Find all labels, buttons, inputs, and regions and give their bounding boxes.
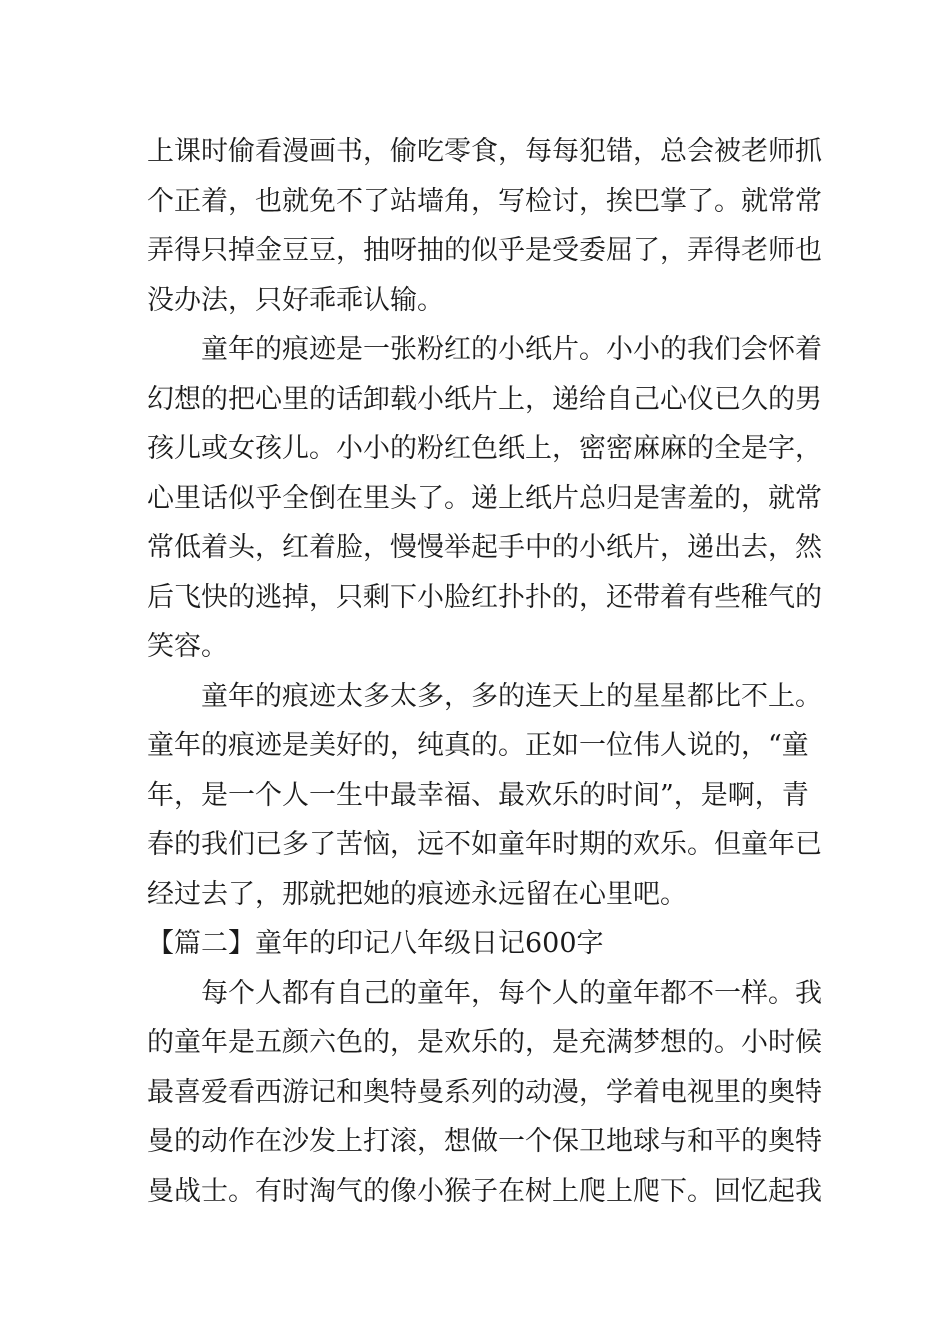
text-line: 春的我们已多了苦恼，远不如童年时期的欢乐。但童年已	[147, 829, 822, 860]
text-line: 童年的痕迹太多太多，多的连天上的星星都比不上。	[201, 680, 822, 712]
text-line: 幻想的把心里的话卸载小纸片上，递给自己心仪已久的男	[147, 383, 822, 415]
document-body	[147, 127, 822, 1216]
text-line: 每个人都有自己的童年，每个人的童年都不一样。我	[201, 977, 822, 1009]
section-heading	[147, 919, 807, 969]
text-line: 经过去了，那就把她的痕迹永远留在心里吧。	[147, 878, 687, 910]
text-line: 个正着，也就免不了站墙角，写检讨，挨巴掌了。就常常	[147, 185, 822, 217]
text-line: 上课时偷看漫画书，偷吃零食，每每犯错，总会被老师抓	[147, 136, 822, 167]
text-line: 孩儿或女孩儿。小小的粉红色纸上，密密麻麻的全是字，	[147, 433, 822, 464]
text-line: 心里话似乎全倒在里头了。递上纸片总归是害羞的，就常	[147, 482, 822, 514]
paragraph-traces	[147, 672, 822, 920]
text-line: 童年的痕迹是一张粉红的小纸片。小小的我们会怀着	[201, 334, 822, 365]
paragraph-continued	[147, 127, 822, 325]
text-line: 没办法，只好乖乖认输。	[147, 284, 444, 316]
paragraph-pink-paper	[147, 325, 822, 672]
text-line: 曼战士。有时淘气的像小猴子在树上爬上爬下。回忆起我	[147, 1175, 822, 1207]
text-line: 的童年是五颜六色的，是欢乐的，是充满梦想的。小时候	[147, 1027, 822, 1058]
text-line: 最喜爱看西游记和奥特曼系列的动漫，学着电视里的奥特	[147, 1076, 822, 1108]
text-line: 年，是一个人一生中最幸福、最欢乐的时间”，是啊，青	[147, 779, 809, 811]
text-line: 曼的动作在沙发上打滚，想做一个保卫地球与和平的奥特	[147, 1126, 822, 1157]
heading-line: 【篇二】童年的印记八年级日记600字	[147, 928, 604, 959]
text-line: 后飞快的逃掉，只剩下小脸红扑扑的，还带着有些稚气的	[147, 581, 822, 613]
paragraph-everyone	[147, 969, 822, 1217]
text-line: 童年的痕迹是美好的，纯真的。正如一位伟人说的，“童	[147, 730, 809, 761]
text-line: 常低着头，红着脸，慢慢举起手中的小纸片，递出去，然	[147, 532, 822, 563]
text-line: 笑容。	[147, 631, 228, 662]
text-line: 弄得只掉金豆豆，抽呀抽的似乎是受委屈了，弄得老师也	[147, 235, 822, 266]
